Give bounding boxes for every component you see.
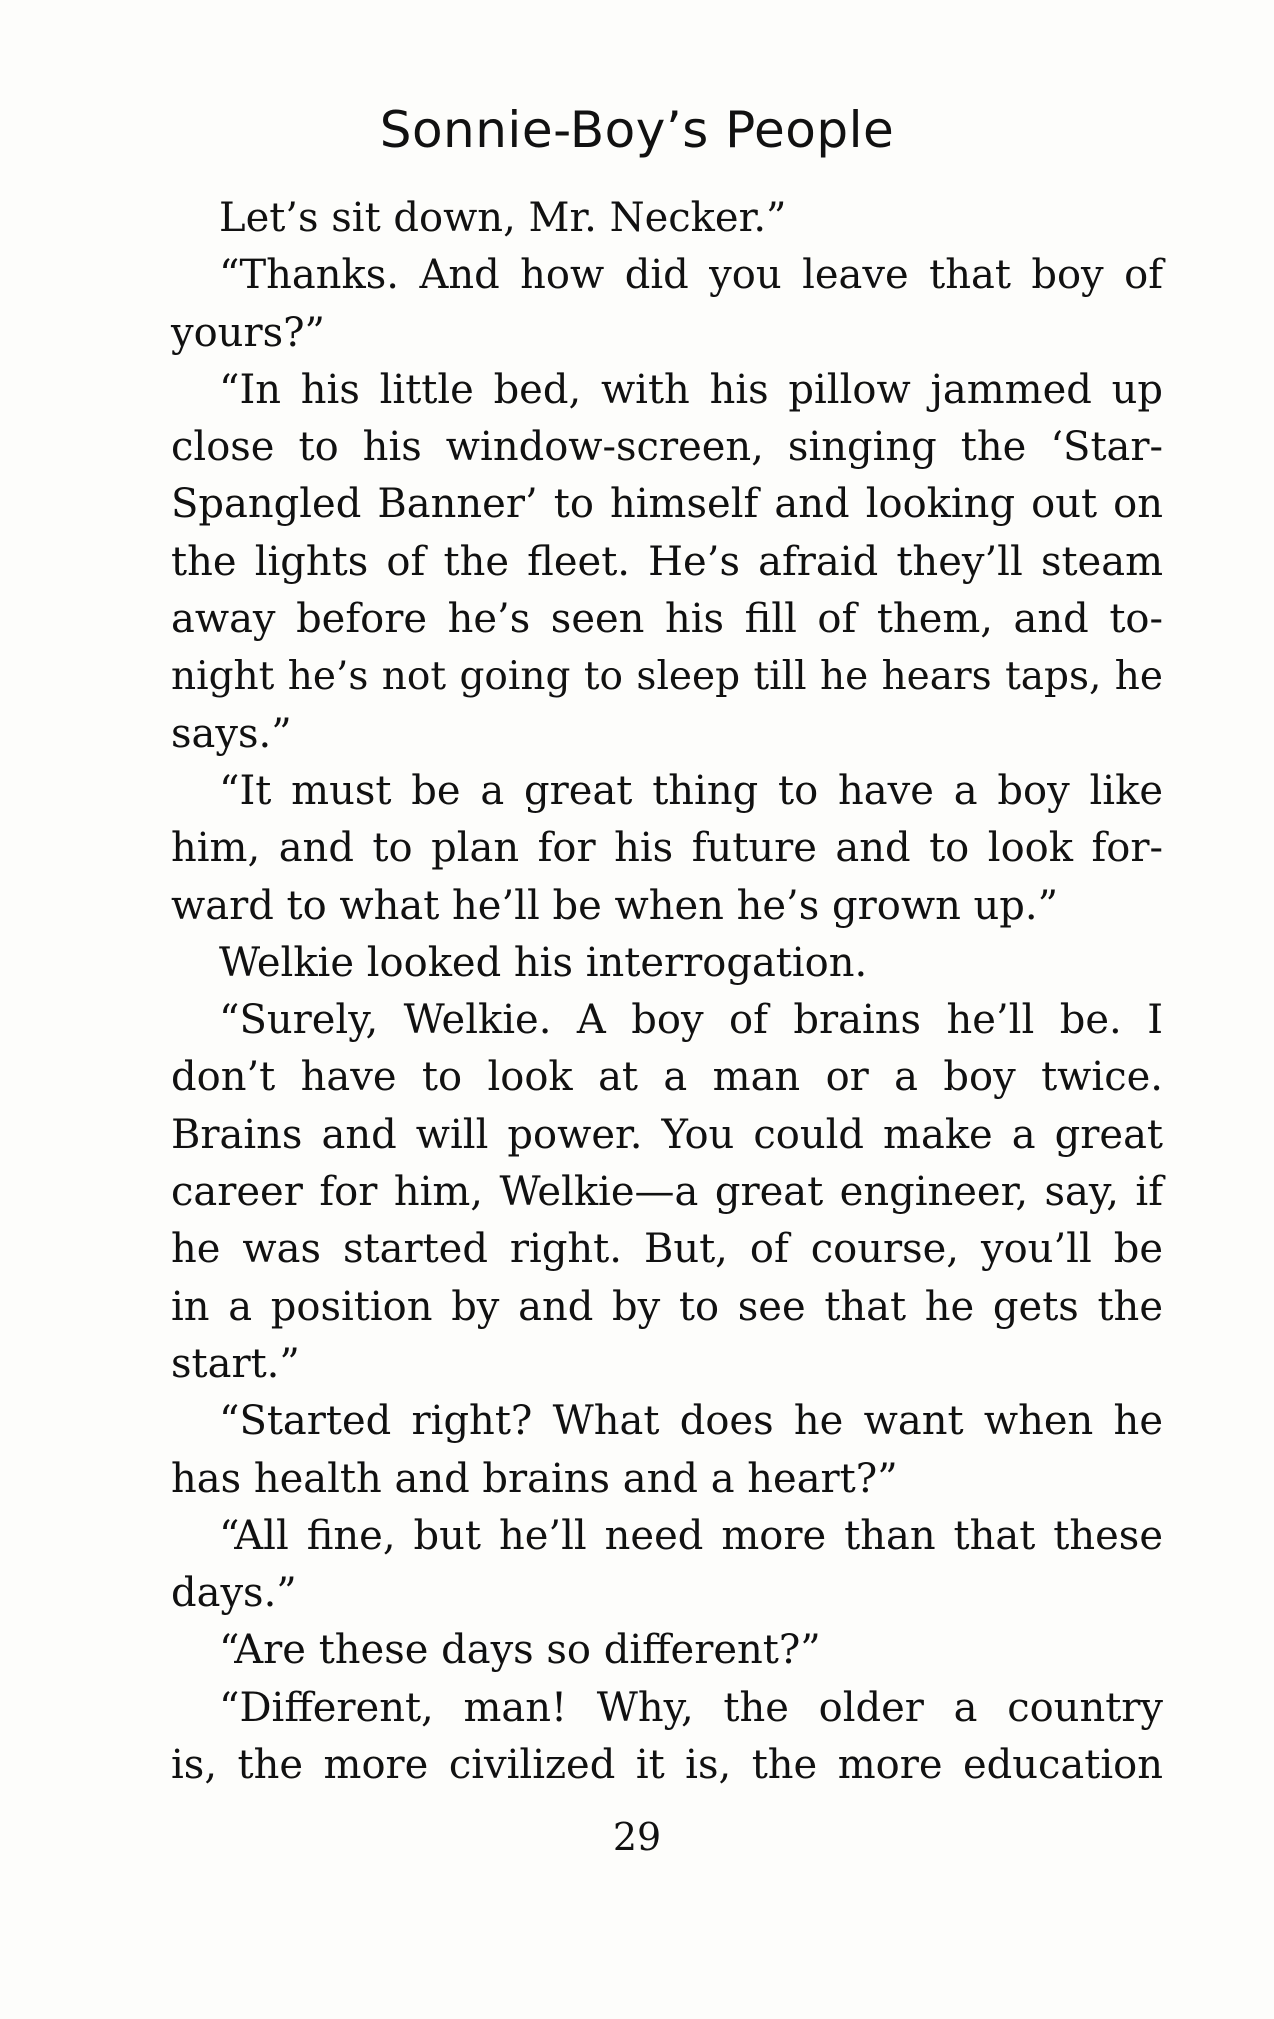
- text-line: Spangled Banner’ to himself and looking out on: [171, 481, 1163, 528]
- text-line: in a position by and by to see that he gets the: [171, 1283, 1163, 1330]
- text-line: career for him, Welkie—a great engineer, say, if: [171, 1169, 1163, 1216]
- text-line: “It must be a great thing to have a boy like: [219, 767, 1163, 814]
- text-line: is, the more civilized it is, the more education: [171, 1742, 1163, 1789]
- text-line: “Different, man! Why, the older a country: [219, 1684, 1163, 1731]
- text-line: “Are these days so different?”: [219, 1627, 821, 1674]
- text-line: yours?”: [171, 309, 325, 356]
- page-number: 29: [612, 1815, 662, 1859]
- text-line: Brains and will power. You could make a great: [171, 1111, 1163, 1158]
- text-line: ward to what he’ll be when he’s grown up.”: [171, 882, 1059, 929]
- text-line: “Started right? What does he want when he: [219, 1398, 1163, 1445]
- text-line: has health and brains and a heart?”: [171, 1455, 898, 1502]
- text-line: “All fine, but he’ll need more than that these: [219, 1512, 1163, 1559]
- text-line: days.”: [171, 1570, 297, 1617]
- text-line: don’t have to look at a man or a boy twice.: [171, 1054, 1163, 1101]
- text-line: he was started right. But, of course, you’ll be: [171, 1226, 1163, 1273]
- text-line: “Thanks. And how did you leave that boy of: [219, 252, 1163, 299]
- body-text: [171, 190, 1163, 1794]
- text-line: close to his window-screen, singing the ‘Star-: [171, 424, 1163, 471]
- text-line: “In his little bed, with his pillow jammed up: [219, 366, 1163, 413]
- text-line: start.”: [171, 1340, 300, 1387]
- text-line: the lights of the fleet. He’s afraid they’ll steam: [171, 538, 1163, 585]
- text-line: him, and to plan for his future and to look for-: [171, 825, 1163, 872]
- text-line: away before he’s seen his fill of them, and to-: [171, 596, 1163, 643]
- text-line: “Surely, Welkie. A boy of brains he’ll be. I: [219, 997, 1163, 1044]
- text-line: Welkie looked his interrogation.: [219, 939, 868, 986]
- text-line: night he’s not going to sleep till he hears taps, he: [171, 654, 1163, 700]
- running-head: Sonnie-Boy’s People: [379, 101, 895, 159]
- text-line: Let’s sit down, Mr. Necker.”: [219, 195, 787, 241]
- text-line: says.”: [171, 710, 292, 757]
